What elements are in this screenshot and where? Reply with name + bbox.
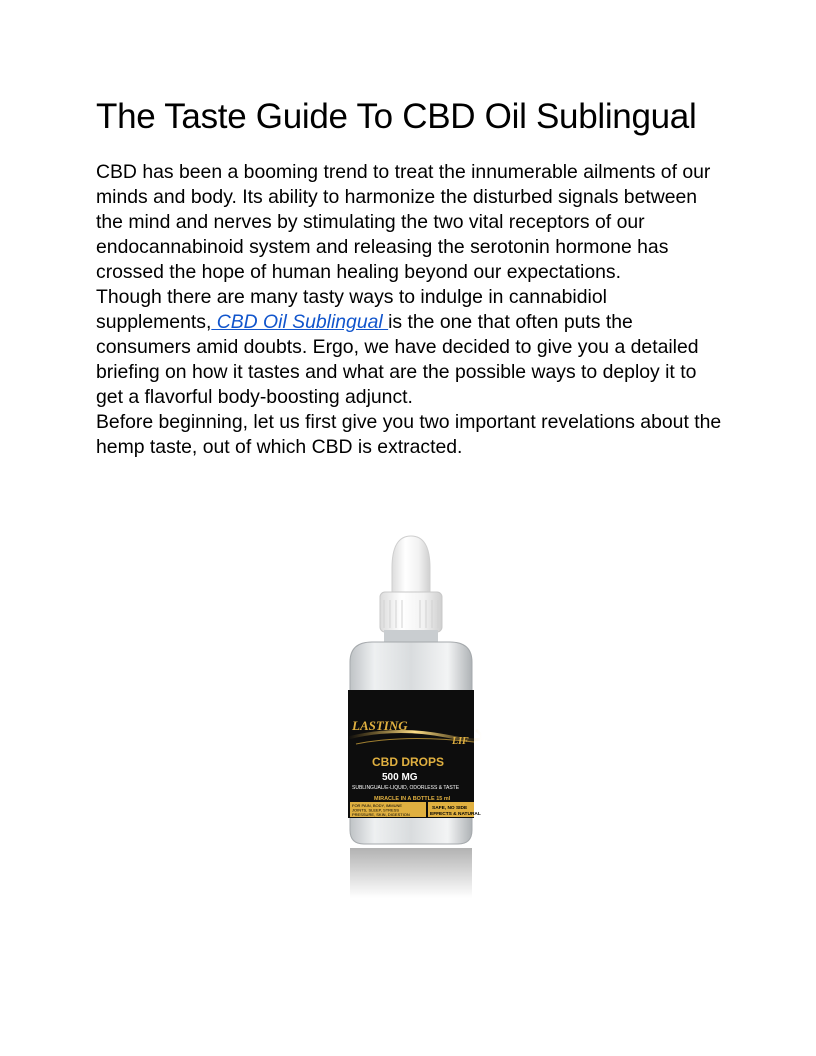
article-body bbox=[96, 160, 724, 460]
label-miracle: MIRACLE IN A BOTTLE 15 ml bbox=[374, 796, 451, 802]
label-benefits-1: FOR PAIN, BODY, IMMUNE bbox=[352, 803, 403, 808]
label-safety-1: SAFE, NO SIDE bbox=[432, 806, 468, 811]
product-image-cbd-bottle bbox=[336, 530, 486, 900]
paragraph-revelations: Before beginning, let us first give you two important revelations about the hemp taste, out of which CBD is extracted. bbox=[96, 411, 722, 458]
label-benefits-2: JOINTS, SLEEP, STRESS bbox=[352, 807, 400, 813]
paragraph-supplements-rest: is the one that often puts the consumers amid doubts. Ergo, we have decided to give you a detailed briefing on how it tastes and what are the possible ways to deploy it to get a flavorful body-boosting adjunct. bbox=[96, 311, 699, 408]
cbd-bottle-illustration bbox=[336, 530, 486, 900]
label-dose: 500 MG bbox=[382, 772, 418, 783]
paragraph-intro: CBD has been a booming trend to treat the innumerable ailments of our minds and body. Its ability to harmonize the disturbed signals between the mind and nerves by stimulating the two vital receptors of our endocannabinoid system and releasing the serotonin hormone has crossed the hope of human healing beyond our expectations. bbox=[96, 161, 711, 283]
paragraph-supplements bbox=[96, 285, 724, 410]
label-brand-end: LIF bbox=[452, 736, 469, 747]
paragraph-supplements-lead: Though there are many tasty ways to indulge in cannabidiol supplements, bbox=[96, 286, 607, 333]
cbd-oil-sublingual-link[interactable]: CBD Oil Sublingual bbox=[211, 311, 389, 333]
label-safety-2: EFFECTS & NATURAL bbox=[430, 812, 481, 817]
dropper-bulb bbox=[392, 536, 430, 594]
label-subtitle: SUBLINGUAL/E-LIQUID, ODORLESS & TASTE bbox=[352, 785, 460, 791]
label-product-name: CBD DROPS bbox=[372, 755, 445, 769]
bottle-reflection bbox=[350, 848, 472, 898]
label-brand: LASTING bbox=[352, 718, 408, 733]
bottle-neck bbox=[384, 630, 438, 642]
label-benefits-3: PRESSURE, SKIN, DIGESTION bbox=[352, 812, 410, 817]
bottle-cap bbox=[380, 592, 442, 632]
page-title: The Taste Guide To CBD Oil Sublingual bbox=[96, 97, 697, 136]
document-page bbox=[96, 96, 724, 460]
